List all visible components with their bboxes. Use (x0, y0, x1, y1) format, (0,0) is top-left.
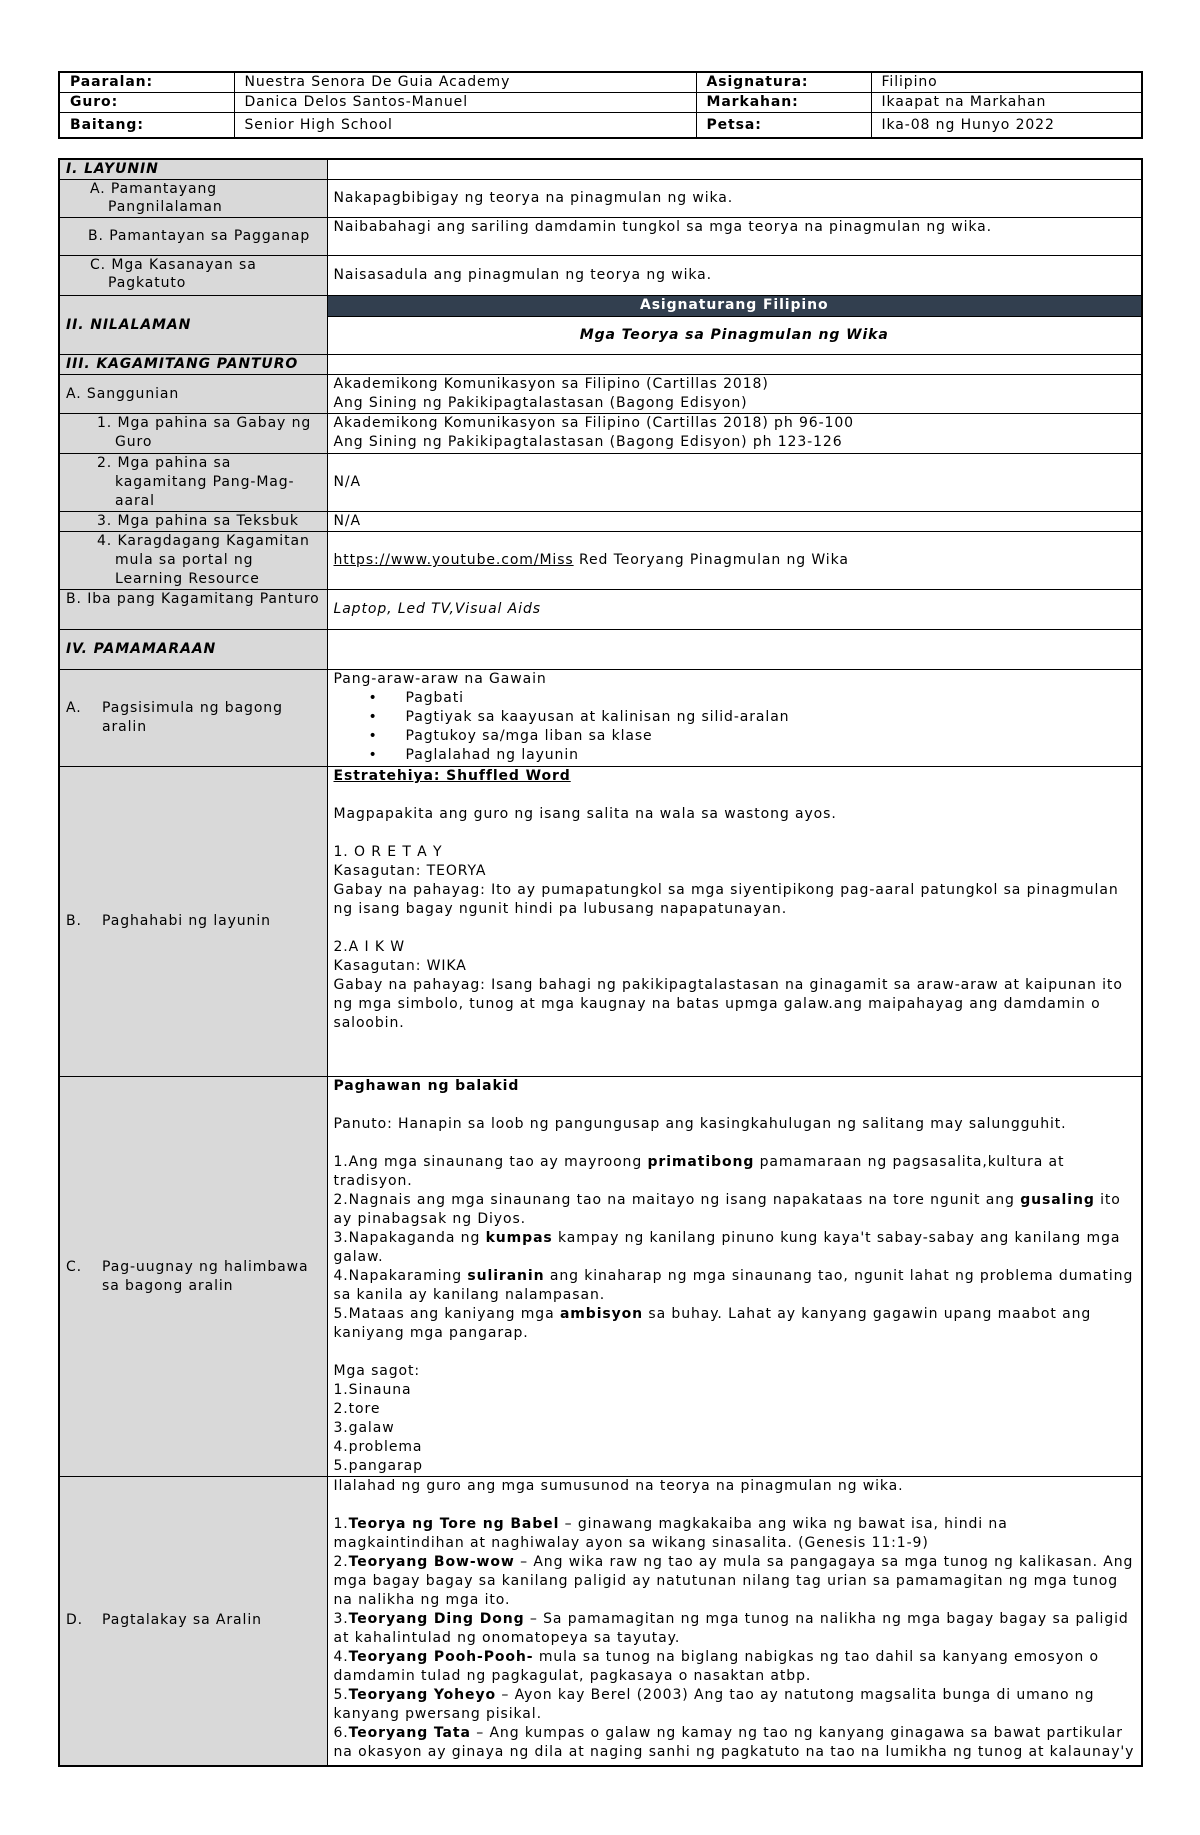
theory-4: 4.Teoryang Pooh-Pooh- mula sa tunog na biglang nabigkas ng tao dahil sa kanyang emosyon o damdamin tulad ng pagkagulat, pagkasaya o nasaktan atbp. (333, 1649, 1099, 1684)
answer-item: 4.problema (333, 1439, 423, 1455)
gabay-guro-line-1: Akademikong Komunikasyon sa Filipino (Cartillas 2018) ph 96-100 (333, 415, 854, 431)
pag-uugnay-row (59, 1077, 1142, 1477)
answers-label: Mga sagot: (333, 1363, 421, 1379)
pagsisimula-item: • Pagbati (406, 689, 1136, 708)
paghahabi-label-cell (59, 767, 327, 1077)
kasanayan-pagkatuto-label: C. Mga Kasanayan sa Pagkatuto (59, 256, 327, 296)
pagsisimula-item: • Pagtukoy sa/mga liban sa klase (406, 727, 1136, 746)
pamantayan-pagganap-label: B. Pamantayan sa Pagganap (59, 218, 327, 256)
layunin-title: I. LAYUNIN (59, 159, 327, 180)
pang-mag-aaral-row (59, 454, 1142, 512)
sanggunian-label: A. Sanggunian (59, 375, 327, 414)
kagamitan-row (59, 355, 1142, 375)
pagsisimula-content (327, 670, 1142, 767)
pamamaraan-empty (327, 630, 1142, 670)
paghahabi-text: Paghahabi ng layunin (102, 913, 271, 929)
pagsisimula-row (59, 670, 1142, 767)
theory-1: 1.Teorya ng Tore ng Babel – ginawang magkakaiba ang wika ng bawat isa, hindi na magkaintindihan at naghiwalay ayon sa wikang sinasalita. (Genesis 11:1-9) (333, 1516, 1008, 1551)
quarter-label: Markahan: (696, 93, 871, 113)
theory-3: 3.Teoryang Ding Dong – Sa pamamagitan ng mga tunog na nalikha ng mga bagay bagay sa paligid at kahalintulad ng onomatopeya sa tayutay. (333, 1611, 1129, 1646)
iba-pang-kagamitan-row (59, 590, 1142, 630)
paghahabi-letter: B. (66, 913, 82, 929)
pagtalakay-label-cell (59, 1477, 327, 1766)
grade-value: Senior High School (234, 113, 696, 139)
guide-2: Gabay na pahayag: Isang bahagi ng pakikipagtalastasan na ginagamit sa araw-araw at kaipunan ito ng mga simbolo, tunog at mga kaugnay na batas upmga galaw.ang maipahayag ang damdamin o saloobin. (333, 977, 1123, 1031)
sanggunian-row (59, 375, 1142, 414)
lesson-plan-page (58, 71, 1143, 1767)
sanggunian-line-2: Ang Sining ng Pakikipagtalastasan (Bagong Edisyon) (333, 395, 748, 411)
header-row-2 (59, 93, 1142, 113)
date-value: Ika-08 ng Hunyo 2022 (871, 113, 1142, 139)
pagtalakay-row (59, 1477, 1142, 1766)
pang-mag-aaral-label: 2. Mga pahina sa kagamitang Pang-Mag-aaral (59, 454, 327, 512)
grade-label: Baitang: (59, 113, 234, 139)
theory-1-name: Teorya ng Tore ng Babel (348, 1516, 560, 1532)
pag-uugnay-letter: C. (66, 1258, 83, 1275)
shuffled-word-1: 1. O R E T A Y (333, 844, 443, 860)
header-row-1 (59, 72, 1142, 93)
pagsisimula-label (66, 699, 321, 737)
school-label: Paaralan: (59, 72, 234, 93)
theory-2-name: Teoryang Bow-wow (348, 1554, 515, 1570)
paghahabi-label (66, 912, 321, 931)
pamantayang-pangnilalaman-label: A. Pamantayang Pangnilalaman (59, 180, 327, 218)
youtube-link-rest: Red Teoryang Pinagmulan ng Wika (573, 552, 849, 568)
theory-5-name: Teoryang Yoheyo (348, 1687, 496, 1703)
pamantayang-pangnilalaman-value: Nakapagbibigay ng teorya na pinagmulan ng wika. (327, 180, 1142, 218)
sanggunian-value (327, 375, 1142, 414)
paghahabi-content (327, 767, 1142, 1077)
pag-uugnay-label (66, 1258, 321, 1296)
pagtalakay-label (66, 1611, 321, 1630)
theory-3-name: Teoryang Ding Dong (348, 1611, 525, 1627)
quarter-value: Ikaapat na Markahan (871, 93, 1142, 113)
pang-mag-aaral-value: N/A (327, 454, 1142, 512)
theory-2: 2.Teoryang Bow-wow – Ang wika raw ng tao ay mula sa pangagaya sa mga tunog ng kalikasan. Ang mga bagay bagay sa kanilang paligid ay natutunan nilang tag urian sa pamamagitan ng mga tunog na nalikha ng mga ito. (333, 1554, 1134, 1608)
learning-resource-label: 4. Karagdagang Kagamitan mula sa portal ng Learning Resource (59, 532, 327, 590)
teksbuk-row (59, 512, 1142, 532)
pamamaraan-row (59, 630, 1142, 670)
pag-uugnay-text: Pag-uugnay ng halimbawa sa bagong aralin (102, 1258, 309, 1294)
sentence-4: 4.Napakaraming suliranin ang kinaharap ng mga sinaunang tao, ngunit lahat ng problema dumating sa kanila ay kanilang nalampasan. (333, 1268, 1134, 1303)
pagsisimula-text: Pagsisimula ng bagong aralin (102, 700, 283, 735)
layunin-empty (327, 159, 1142, 180)
teksbuk-label: 3. Mga pahina sa Teksbuk (59, 512, 327, 532)
teacher-value: Danica Delos Santos-Manuel (234, 93, 696, 113)
gabay-guro-value (327, 414, 1142, 454)
keyword-3: kumpas (485, 1230, 553, 1246)
pagtalakay-letter: D. (66, 1612, 84, 1629)
lesson-topic: Mga Teorya sa Pinagmulan ng Wika (327, 317, 1142, 355)
keyword-4: suliranin (467, 1268, 545, 1284)
nilalaman-banner-row (59, 296, 1142, 317)
layunin-row (59, 159, 1142, 180)
pagsisimula-letter: A. (66, 700, 82, 716)
answer-item: 3.galaw (333, 1420, 395, 1436)
gabay-guro-line-2: Ang Sining ng Pakikipagtalastasan (Bagong Edisyon) ph 123-126 (333, 434, 843, 450)
theory-6-name: Teoryang Tata (348, 1725, 471, 1741)
shuffled-word-2: 2.A I K W (333, 939, 406, 955)
gabay-guro-row (59, 414, 1142, 454)
answer-1: Kasagutan: TEORYA (333, 863, 487, 879)
pamantayan-pagganap-row (59, 218, 1142, 256)
sentence-1: 1.Ang mga sinaunang tao ay mayroong primatibong pamamaraan ng pagsasalita,kultura at tradisyon. (333, 1154, 1065, 1189)
kagamitan-title: III. KAGAMITANG PANTURO (59, 355, 327, 375)
pamantayan-pagganap-value: Naibabahagi ang sariling damdamin tungkol sa mga teorya na pinagmulan ng wika. (327, 218, 1142, 256)
strategy-title: Estratehiya: Shuffled Word (333, 768, 571, 784)
kasanayan-pagkatuto-value: Naisasadula ang pinagmulan ng teorya ng wika. (327, 256, 1142, 296)
date-label: Petsa: (696, 113, 871, 139)
learning-resource-row (59, 532, 1142, 590)
pag-uugnay-content (327, 1077, 1142, 1477)
pagsisimula-item: • Pagtiyak sa kaayusan at kalinisan ng silid-aralan (406, 708, 1136, 727)
theory-5: 5.Teoryang Yoheyo – Ayon kay Berel (2003) Ang tao ay natutong magsalita bunga di umano ng kanyang pwersang pisikal. (333, 1687, 1095, 1722)
strategy-instruction: Magpapakita ang guro ng isang salita na wala sa wastong ayos. (333, 806, 837, 822)
answer-2: Kasagutan: WIKA (333, 958, 467, 974)
iba-pang-kagamitan-value: Laptop, Led TV,Visual Aids (327, 590, 1142, 630)
pagsisimula-intro: Pang-araw-araw na Gawain (333, 671, 547, 687)
subject-banner: Asignaturang Filipino (327, 296, 1142, 317)
nilalaman-title: II. NILALAMAN (59, 296, 327, 355)
pamamaraan-title: IV. PAMAMARAAN (59, 630, 327, 670)
header-table (58, 71, 1143, 139)
header-row-3 (59, 113, 1142, 139)
answer-item: 2.tore (333, 1401, 381, 1417)
pagtalakay-text: Pagtalakay sa Aralin (102, 1612, 262, 1629)
school-value: Nuestra Senora De Guia Academy (234, 72, 696, 93)
pagsisimula-label-cell (59, 670, 327, 767)
answer-item: 5.pangarap (333, 1458, 423, 1474)
kasanayan-pagkatuto-row (59, 256, 1142, 296)
theory-4-name: Teoryang Pooh-Pooh- (348, 1649, 534, 1665)
pagsisimula-list (334, 689, 1136, 765)
sentence-5: 5.Mataas ang kaniyang mga ambisyon sa buhay. Lahat ay kanyang gagawin upang maabot ang kaniyang mga pangarap. (333, 1306, 1092, 1341)
keyword-1: primatibong (647, 1154, 755, 1170)
lesson-plan-table (58, 158, 1143, 1767)
pamantayang-pangnilalaman-row (59, 180, 1142, 218)
paghawan-instruction: Panuto: Hanapin sa loob ng pangungusap ang kasingkahulugan ng salitang may salungguhit. (333, 1116, 1067, 1132)
keyword-2: gusaling (1020, 1192, 1095, 1208)
teksbuk-value: N/A (327, 512, 1142, 532)
subject-value: Filipino (871, 72, 1142, 93)
pag-uugnay-label-cell (59, 1077, 327, 1477)
learning-resource-value (327, 532, 1142, 590)
pagsisimula-item: • Paglalahad ng layunin (406, 746, 1136, 765)
pagtalakay-content (327, 1477, 1142, 1766)
sanggunian-line-1: Akademikong Komunikasyon sa Filipino (Cartillas 2018) (333, 376, 769, 392)
keyword-5: ambisyon (559, 1306, 644, 1322)
pagtalakay-intro: Ilalahad ng guro ang mga sumusunod na teorya na pinagmulan ng wika. (333, 1478, 904, 1494)
gabay-guro-label: 1. Mga pahina sa Gabay ng Guro (59, 414, 327, 454)
sentence-3: 3.Napakaganda ng kumpas kampay ng kanilang pinuno kung kaya't sabay-sabay ang kanilang mga galaw. (333, 1230, 1121, 1265)
subject-label: Asignatura: (696, 72, 871, 93)
paghawan-title: Paghawan ng balakid (333, 1078, 520, 1094)
kagamitan-empty (327, 355, 1142, 375)
iba-pang-kagamitan-label: B. Iba pang Kagamitang Panturo (59, 590, 327, 630)
sentence-2: 2.Nagnais ang mga sinaunang tao na maitayo ng isang napakataas na tore ngunit ang gusaling ito ay pinabagsak ng Diyos. (333, 1192, 1121, 1227)
youtube-link[interactable]: https://www.youtube.com/Miss (333, 552, 574, 568)
theory-6: 6.Teoryang Tata – Ang kumpas o galaw ng kamay ng tao ng kanyang ginagawa sa bawat partikular na okasyon ay ginaya ng dila at naging sanhi ng pagkatuto na tao na lumikha ng tunog at kalaunay'y (333, 1725, 1135, 1760)
paghahabi-row (59, 767, 1142, 1077)
answer-item: 1.Sinauna (333, 1382, 412, 1398)
guide-1: Gabay na pahayag: Ito ay pumapatungkol sa mga siyentipikong pag-aaral patungkol sa pinagmulan ng isang bagay ngunit hindi pa lubusang napapatunayan. (333, 882, 1119, 917)
teacher-label: Guro: (59, 93, 234, 113)
